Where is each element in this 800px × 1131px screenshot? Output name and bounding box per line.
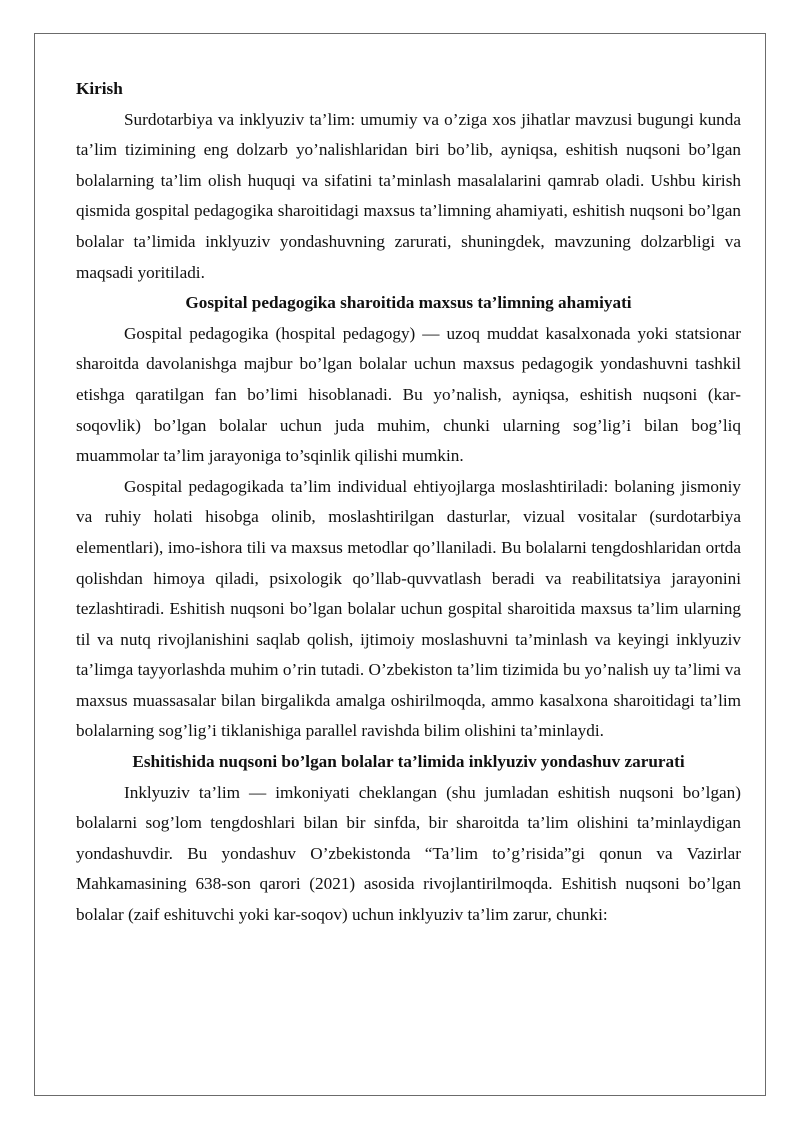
paragraph-hospital-pedagogy-methods: Gospital pedagogikada ta’lim individual ehtiyojlarga moslashtiriladi: bolaning jismoniy va ruhiy holati hisobga olinib, moslashtirilgan dasturlar, vizual vositalar (surdotarbiya elementlari), imo-ishora tili va maxsus metodlar qo’llaniladi. Bu bolalarni tengdoshlaridan ortda qolishdan himoya qiladi, psixologik qo’llab-quvvatlash beradi va reabilitatsiya jarayonini tezlashtiradi. Eshitish nuqsoni bo’lgan bolalar uchun gospital sharoitida maxsus ta’lim ularning til va nutq rivojlanishini saqlab qolish, ijtimoiy moslashuvni ta’minlash va keyingi inklyuziv ta’limga tayyorlashda muhim o’rin tutadi. O’zbekiston ta’lim tizimida bu yo’nalish uy ta’limi va maxsus muassasalar bilan birgalikda amalga oshirilmoqda, ammo kasalxona sharoitidagi ta’lim bolalarning sog’lig’i tiklanishiga parallel ravishda bilim olishini ta’minlaydi. (76, 476, 741, 741)
paragraph-hospital-pedagogy-definition: Gospital pedagogika (hospital pedagogy) — uzoq muddat kasalxonada yoki statsionar sharoitda davolanishga majbur bo’lgan bolalar uchun maxsus pedagogik yondashuvni tashkil etishga qaratilgan fan bo’limi hisoblanadi. Bu yo’nalish, ayniqsa, eshitish nuqsoni (kar-soqovlik) bo’lgan bolalar uchun juda muhim, chunki ularning sog’lig’i bilan bog’liq muammolar ta’lim jarayoniga to’sqinlik qilishi mumkin. (76, 323, 741, 466)
section-heading-introduction: Kirish (76, 79, 123, 98)
paragraph-inclusive-education: Inklyuziv ta’lim — imkoniyati cheklangan (shu jumladan eshitish nuqsoni bo’lgan) bolalarni sog’lom tengdoshlari bilan bir sinfda, bir sharoitda ta’lim olishini ta’minlaydigan yondashuvdir. Bu yondashuv O’zbekistonda “Ta’lim to’g’risida”gi qonun va Vazirlar Mahkamasining 638-son qarori (2021) asosida rivojlantirilmoqda. Eshitish nuqsoni bo’lgan bolalar (zaif eshituvchi yoki kar-soqov) uchun inklyuziv ta’lim zarur, chunki: (76, 782, 741, 925)
section-heading-hospital-pedagogy: Gospital pedagogika sharoitida maxsus ta’limning ahamiyati (185, 293, 632, 313)
document-body (76, 74, 741, 931)
section-heading-inclusive-approach: Eshitishida nuqsoni bo’lgan bolalar ta’limida inklyuziv yondashuv zarurati (132, 752, 685, 772)
paragraph-introduction: Surdotarbiya va inklyuziv ta’lim: umumiy va o’ziga xos jihatlar mavzusi bugungi kunda ta’lim tizimining eng dolzarb yo’nalishlaridan biri bo’lib, ayniqsa, eshitish nuqsoni bo’lgan bolalarning ta’lim olish huquqi va sifatini ta’minlash masalalarini qamrab oladi. Ushbu kirish qismida gospital pedagogika sharoitidagi maxsus ta’limning ahamiyati, eshitish nuqsoni bo’lgan bolalar ta’limida inklyuziv yondashuvning zarurati, shuningdek, mavzuning dolzarbligi va maqsadi yoritiladi. (76, 109, 741, 282)
